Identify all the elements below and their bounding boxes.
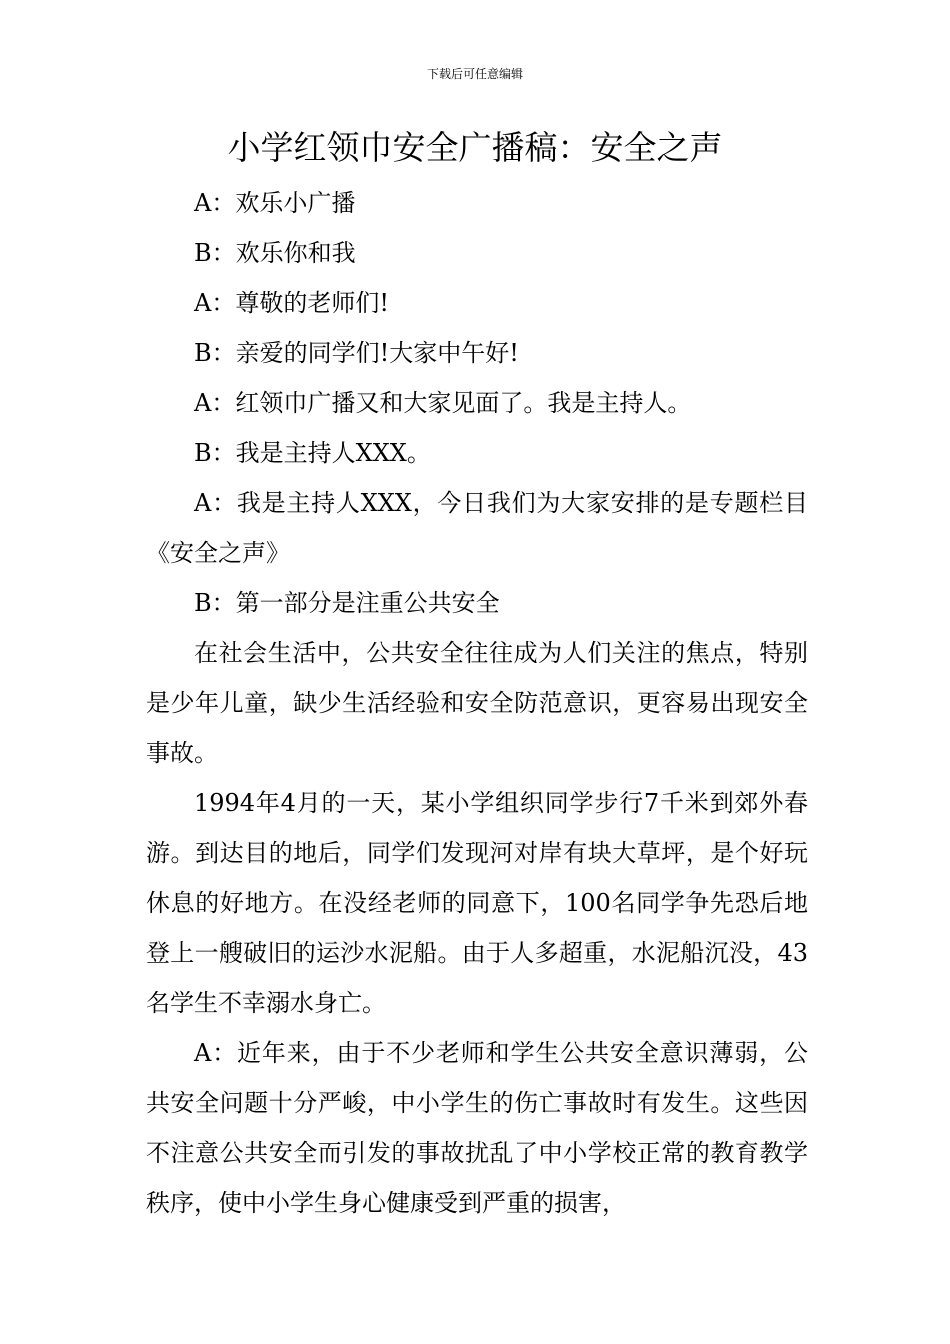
paragraph: 在社会生活中，公共安全往往成为人们关注的焦点，特别是少年儿童，缺少生活经验和安全防范意识，更容易出现安全事故。	[146, 639, 808, 767]
paragraph: A：我是主持人XXX，今日我们为大家安排的是专题栏目《安全之声》	[146, 489, 808, 567]
paragraph: A：红领巾广播又和大家见面了。我是主持人。	[194, 389, 692, 417]
paragraph: 1994年4月的一天，某小学组织同学步行7千米到郊外春游。到达目的地后，同学们发现河对岸有块大草坪，是个好玩休息的好地方。在没经老师的同意下，100名同学争先恐后地登上一艘破旧的运沙水泥船。由于人多超重，水泥船沉没，43名学生不幸溺水身亡。	[146, 789, 808, 1017]
paragraph: B：第一部分是注重公共安全	[194, 589, 500, 617]
paragraph: B：欢乐你和我	[194, 239, 356, 267]
paragraph: A：尊敬的老师们!	[194, 289, 389, 317]
paragraph: B：我是主持人XXX。	[194, 439, 431, 467]
paragraph: A：近年来，由于不少老师和学生公共安全意识薄弱，公共安全问题十分严峻，中小学生的伤亡事故时有发生。这些因不注意公共安全而引发的事故扰乱了中小学校正常的教育教学秩序，使中小学生身心健康受到严重的损害，	[146, 1039, 808, 1217]
header-note: 下载后可任意编辑	[426, 67, 523, 81]
document-body	[146, 178, 808, 1228]
document-title: 小学红领巾安全广播稿：安全之声	[227, 128, 723, 167]
paragraph: A：欢乐小广播	[194, 189, 356, 217]
paragraph: B：亲爱的同学们!大家中午好!	[194, 339, 519, 367]
